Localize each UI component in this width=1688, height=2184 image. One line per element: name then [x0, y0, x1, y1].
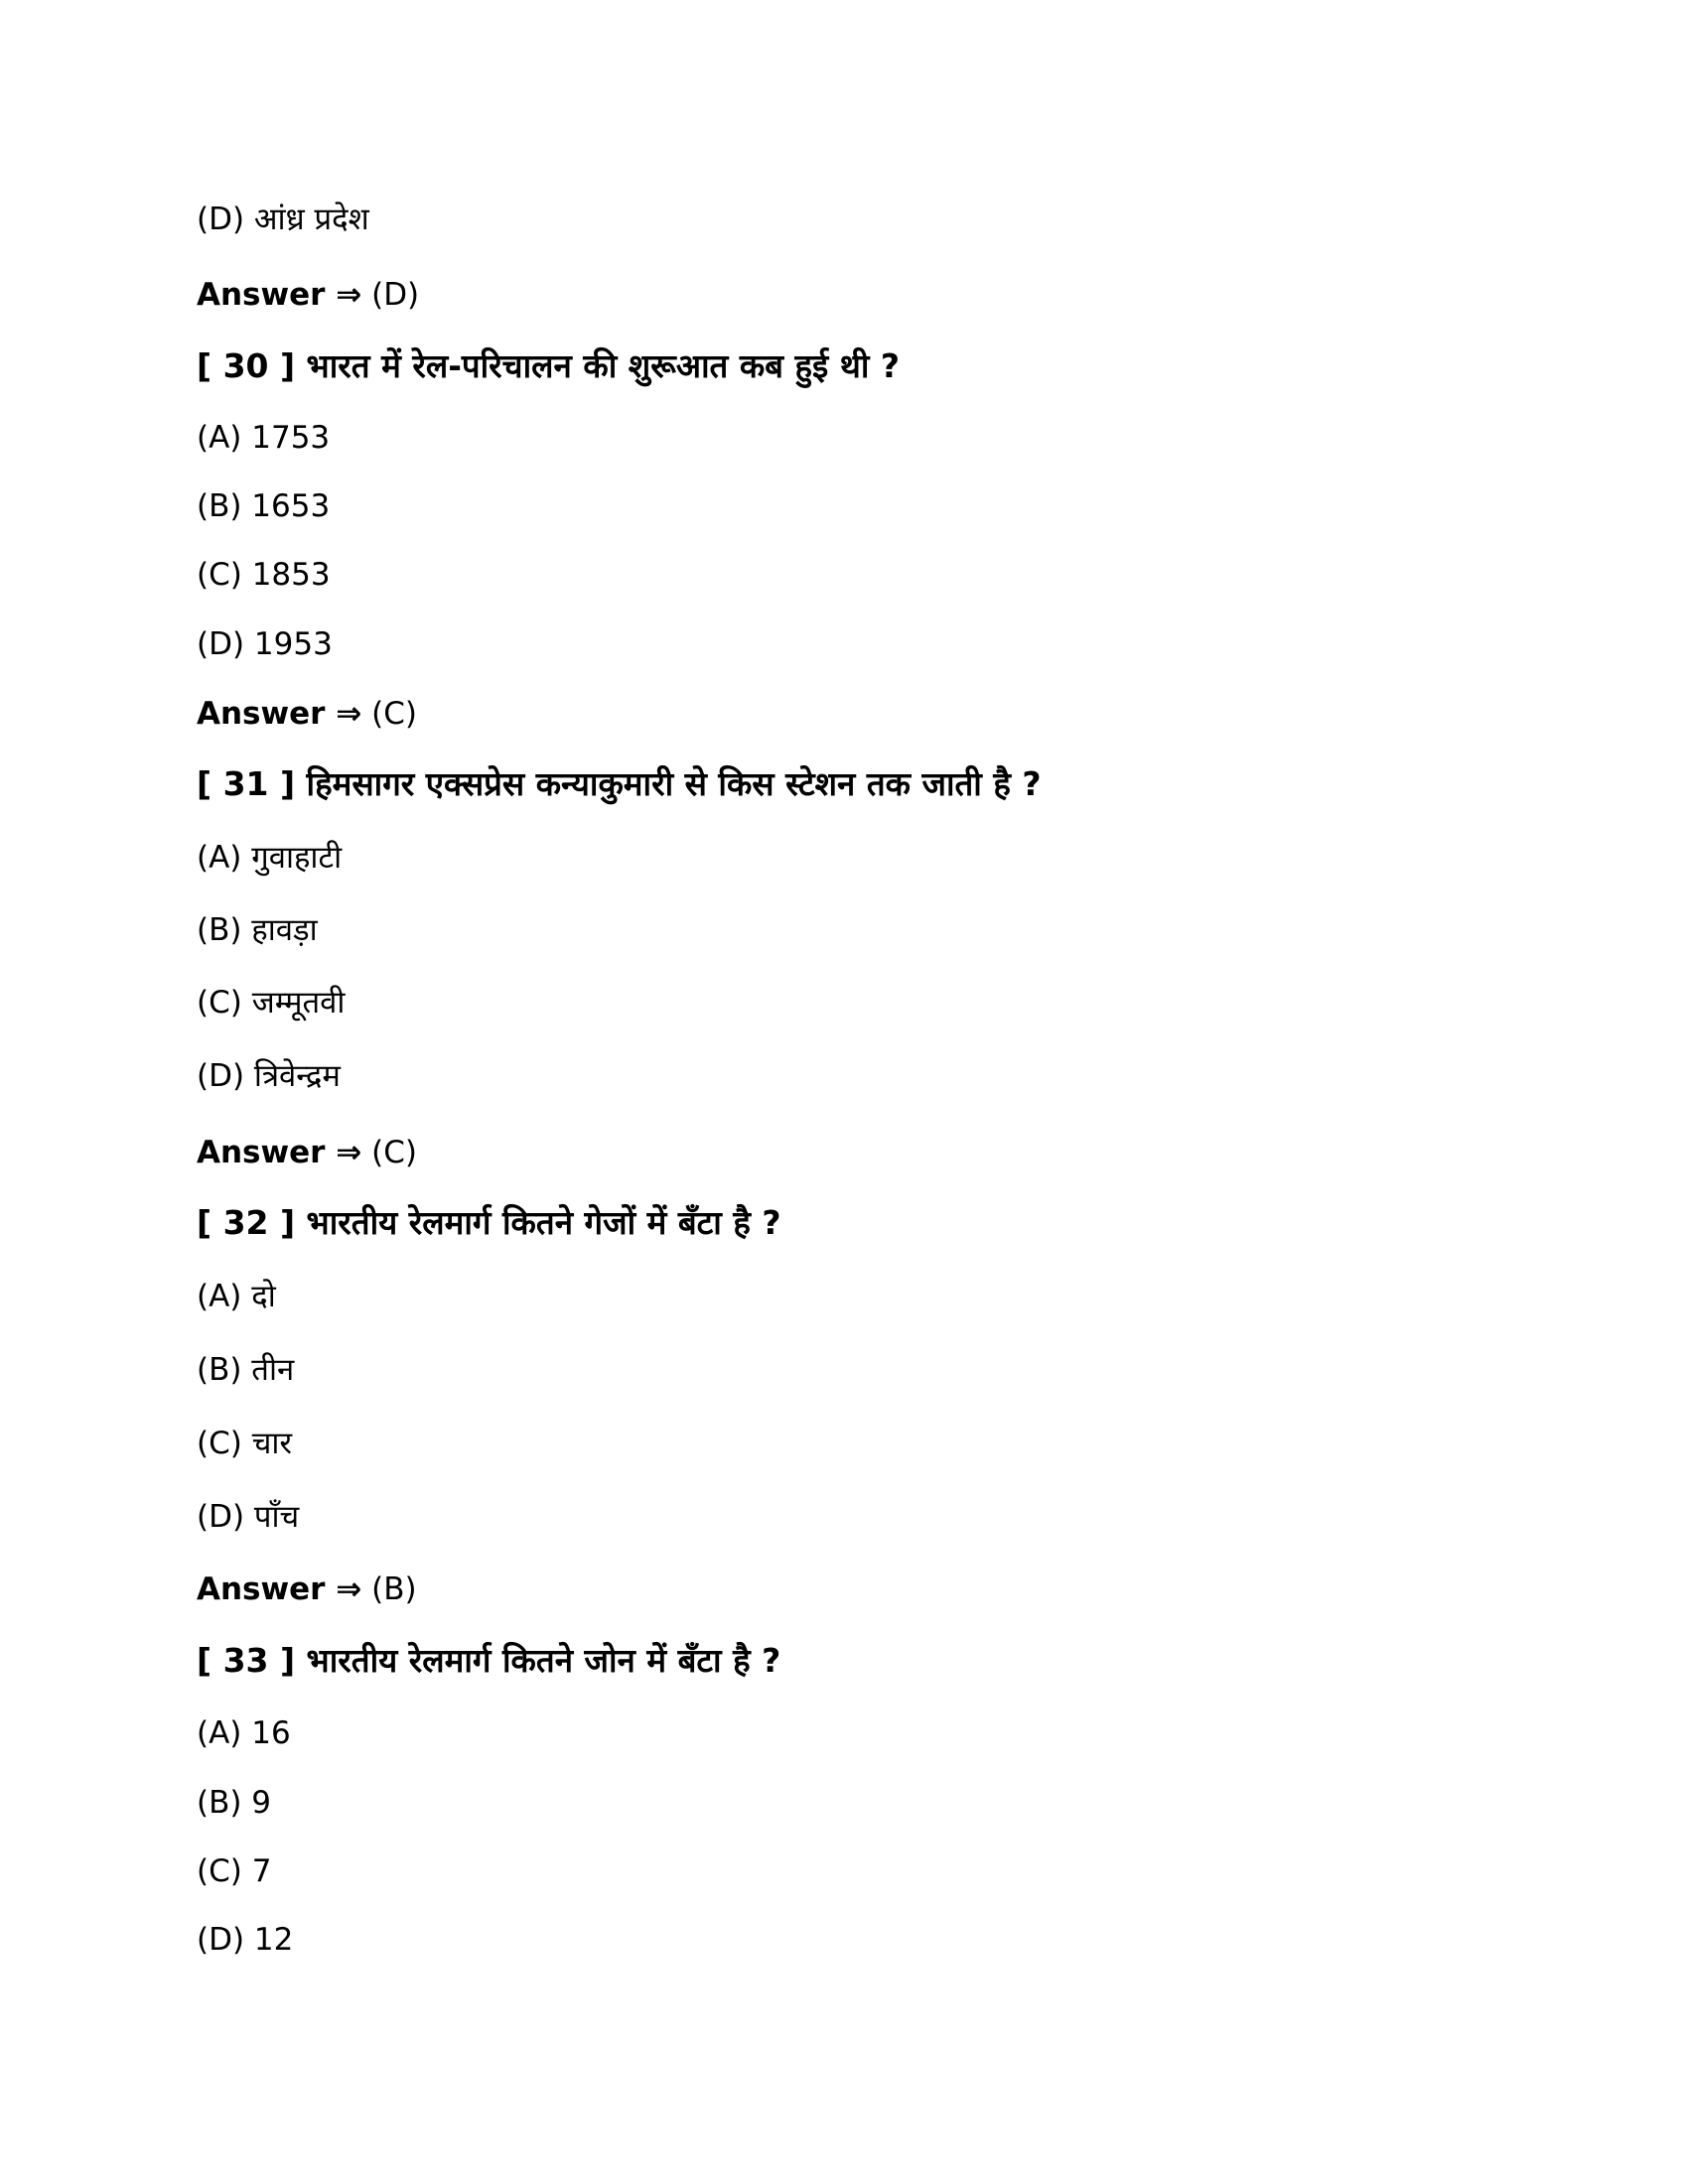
option-31-d: (D) त्रिवेन्द्रम: [197, 1058, 341, 1094]
answer-32: [197, 1571, 417, 1607]
option-33-a: (A) 16: [197, 1715, 291, 1751]
question-30: [ 30 ] भारत में रेल-परिचालन की शुरूआत कब हुई थी ?: [197, 346, 900, 385]
question-31: [ 31 ] हिमसागर एक्सप्रेस कन्याकुमारी से किस स्टेशन तक जाती है ?: [197, 764, 1042, 803]
option-32-a: (A) दो: [197, 1279, 276, 1314]
answer-31: [197, 1135, 417, 1170]
option-30-c: (C) 1853: [197, 557, 331, 593]
answer-30: [197, 696, 417, 732]
option-32-c: (C) चार: [197, 1426, 293, 1461]
option-30-a: (A) 1753: [197, 420, 331, 456]
option-33-b: (B) 9: [197, 1785, 272, 1821]
answer-label: Answer ⇒: [197, 1135, 362, 1170]
option-32-b: (B) तीन: [197, 1352, 295, 1388]
option-31-c: (C) जम्मूतवी: [197, 985, 346, 1021]
option-30-b: (B) 1653: [197, 488, 331, 524]
answer-label: Answer ⇒: [197, 696, 362, 732]
option-31-b: (B) हावड़ा: [197, 912, 318, 948]
answer-label: Answer ⇒: [197, 1571, 362, 1607]
option-30-d: (D) 1953: [197, 626, 333, 662]
answer-label: Answer ⇒: [197, 277, 362, 313]
option-33-d: (D) 12: [197, 1922, 294, 1958]
answer-value: (D): [371, 277, 420, 313]
answer-value: (C): [371, 696, 417, 732]
answer-29: [197, 277, 420, 313]
option-33-c: (C) 7: [197, 1853, 272, 1889]
question-33: [ 33 ] भारतीय रेलमार्ग कितने जोन में बँटा है ?: [197, 1641, 781, 1680]
option-31-a: (A) गुवाहाटी: [197, 840, 343, 876]
answer-value: (B): [371, 1571, 417, 1607]
question-32: [ 32 ] भारतीय रेलमार्ग कितने गेजों में बँटा है ?: [197, 1203, 781, 1242]
option-29-d: (D) आंध्र प्रदेश: [197, 202, 369, 237]
answer-value: (C): [371, 1135, 417, 1170]
option-32-d: (D) पाँच: [197, 1499, 300, 1535]
